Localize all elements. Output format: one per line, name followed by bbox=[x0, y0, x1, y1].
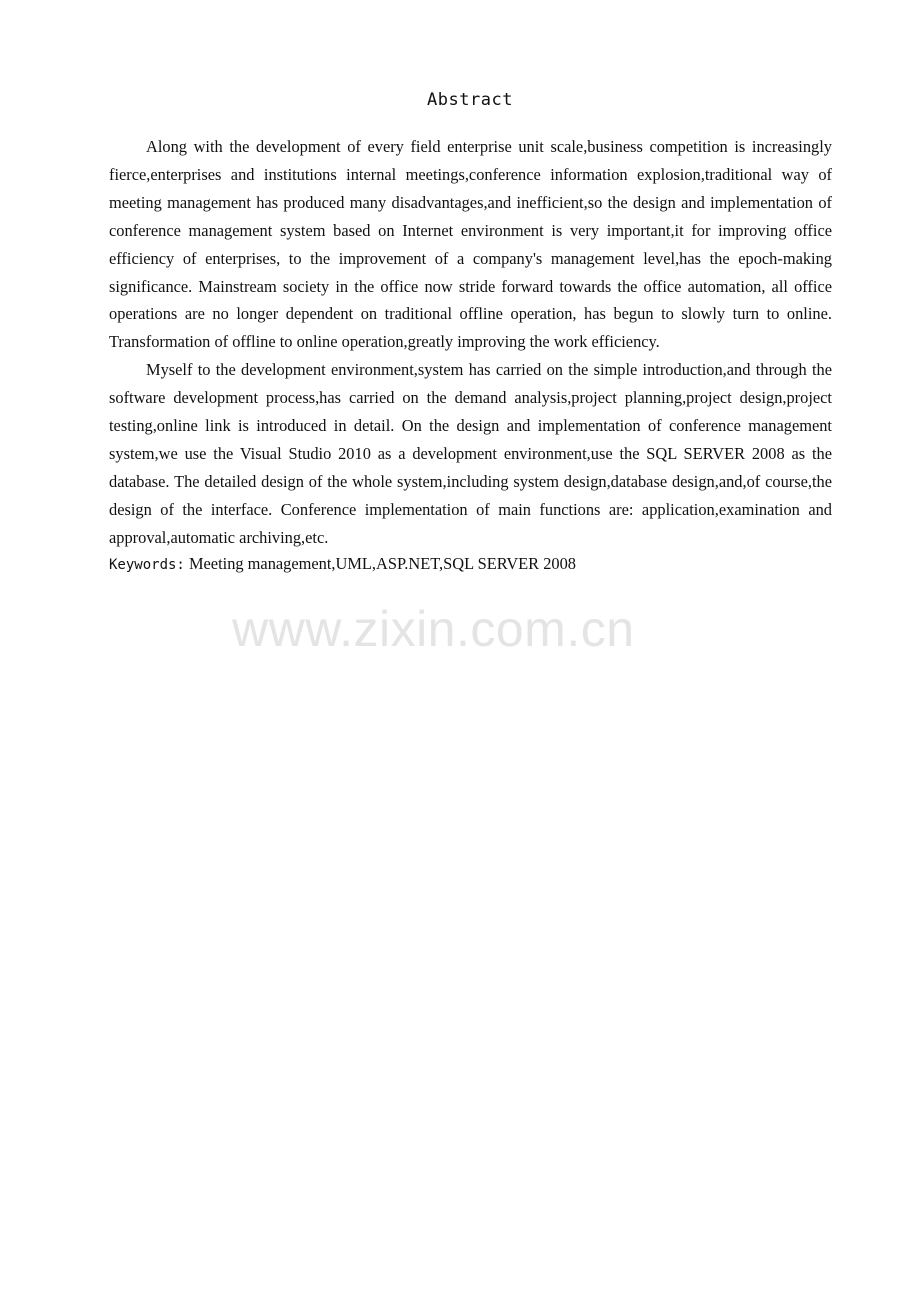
abstract-body bbox=[109, 133, 832, 577]
abstract-paragraph-2: Myself to the development environment,system has carried on the simple introduction,and through the software development process,has carried on the demand analysis,project planning,project design,project testing,online link is introduced in detail. On the design and implementation of conference management system,we use the Visual Studio 2010 as a development environment,use the SQL SERVER 2008 as the database. The detailed design of the whole system,including system design,database design,and,of course,the design of the interface. Conference implementation of main functions are: application,examination and approval,automatic archiving,etc. bbox=[109, 360, 832, 547]
keywords-line bbox=[109, 552, 832, 577]
keywords-value: Meeting management,UML,ASP.NET,SQL SERVER 2008 bbox=[184, 553, 576, 573]
abstract-paragraph-1: Along with the development of every field enterprise unit scale,business competition is increasingly fierce,enterprises and institutions internal meetings,conference information explosion,traditional way of meeting management has produced many disadvantages,and inefficient,so the design and implementation of conference management system based on Internet environment is very important,it for improving office efficiency of enterprises, to the improvement of a company's management level,has the epoch-making significance. Mainstream society in the office now stride forward towards the office automation, all office operations are no longer dependent on traditional offline operation, has begun to slowly turn to online. Transformation of offline to online operation,greatly improving the work efficiency. bbox=[109, 137, 832, 352]
keywords-label: Keywords: bbox=[109, 556, 185, 573]
watermark: www.zixin.com.cn bbox=[232, 601, 635, 657]
abstract-title: Abstract bbox=[427, 90, 513, 110]
